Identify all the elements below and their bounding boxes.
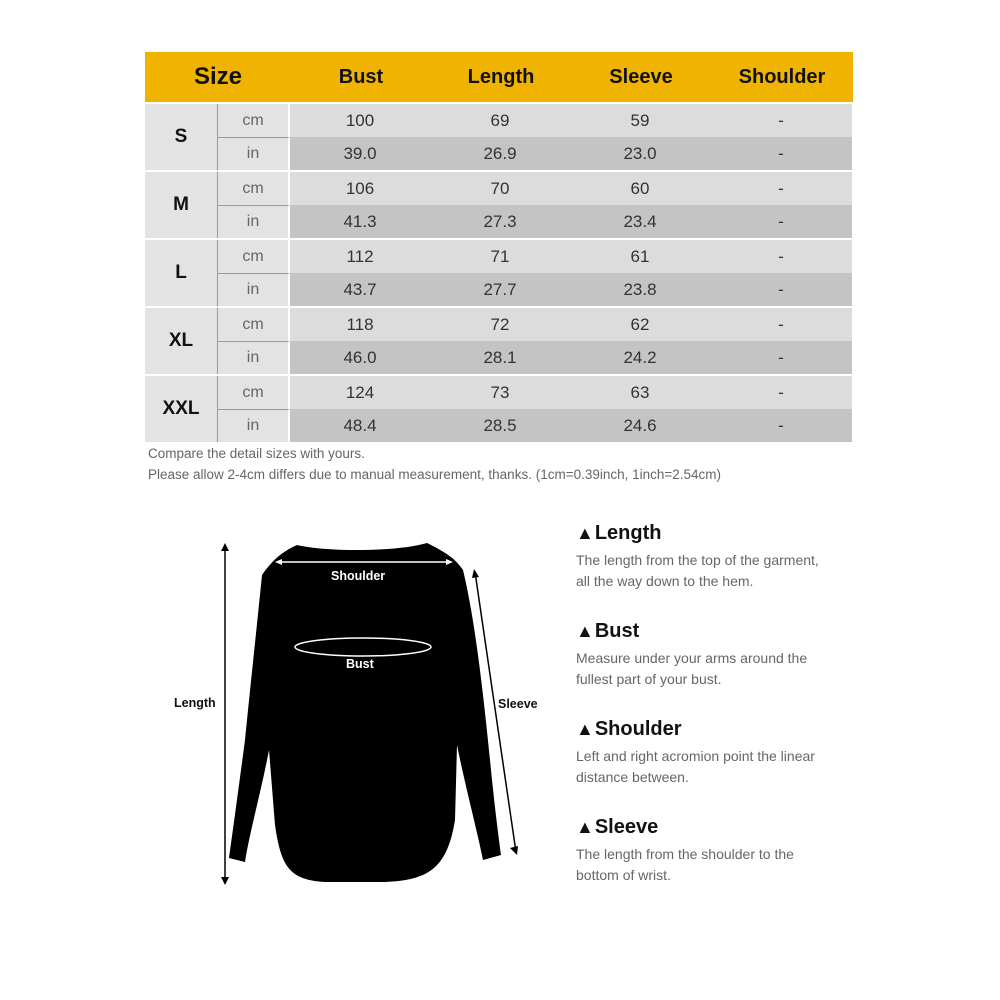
size-group-xxl bbox=[145, 374, 853, 442]
table-cell: - bbox=[710, 172, 852, 205]
size-label: XXL bbox=[145, 376, 218, 442]
table-cell: 27.7 bbox=[430, 273, 570, 306]
table-cell: 41.3 bbox=[290, 205, 430, 238]
size-label: M bbox=[145, 172, 218, 238]
header-length: Length bbox=[467, 65, 535, 88]
size-label: S bbox=[145, 104, 218, 170]
table-row bbox=[218, 205, 853, 238]
legend-description bbox=[576, 648, 876, 690]
table-cell: 72 bbox=[430, 308, 570, 341]
table-cell: 118 bbox=[290, 308, 430, 341]
table-cell: 62 bbox=[570, 308, 710, 341]
table-cell: 106 bbox=[290, 172, 430, 205]
legend-title: Sleeve bbox=[594, 815, 659, 838]
unit-label: in bbox=[218, 137, 290, 170]
table-cell: - bbox=[710, 341, 852, 374]
table-cell: - bbox=[710, 240, 852, 273]
table-cell: 70 bbox=[430, 172, 570, 205]
unit-label: cm bbox=[218, 172, 290, 205]
triangle-up-icon: ▲ bbox=[576, 620, 594, 641]
table-row bbox=[218, 104, 853, 137]
table-cell: 23.4 bbox=[570, 205, 710, 238]
size-group-l bbox=[145, 238, 853, 306]
table-cell: 46.0 bbox=[290, 341, 430, 374]
table-row bbox=[218, 341, 853, 374]
table-row bbox=[218, 376, 853, 409]
legend-desc-line: fullest part of your bust. bbox=[576, 671, 722, 687]
table-cell: 63 bbox=[570, 376, 710, 409]
legend-title: Shoulder bbox=[594, 717, 682, 740]
table-header bbox=[145, 52, 853, 102]
triangle-up-icon: ▲ bbox=[576, 718, 594, 739]
header-shoulder: Shoulder bbox=[738, 65, 826, 88]
measurement-notes bbox=[148, 443, 721, 485]
note-line: Compare the detail sizes with yours. bbox=[148, 446, 365, 461]
size-group-m bbox=[145, 170, 853, 238]
size-table bbox=[145, 52, 853, 442]
garment-shape bbox=[229, 543, 501, 882]
unit-label: cm bbox=[218, 308, 290, 341]
table-cell: 100 bbox=[290, 104, 430, 137]
legend-title: Length bbox=[594, 521, 662, 544]
table-cell: 24.6 bbox=[570, 409, 710, 442]
table-cell: 43.7 bbox=[290, 273, 430, 306]
legend-desc-line: The length from the shoulder to the bbox=[576, 846, 794, 862]
table-cell: - bbox=[710, 273, 852, 306]
note-line: Please allow 2-4cm differs due to manual measurement, thanks. (1cm=0.39inch, 1inch=2.54cm) bbox=[148, 467, 722, 482]
legend-item-sleeve bbox=[576, 814, 876, 886]
sleeve-label: Sleeve bbox=[498, 697, 538, 711]
legend-item-shoulder bbox=[576, 716, 876, 788]
table-cell: 48.4 bbox=[290, 409, 430, 442]
legend-desc-line: distance between. bbox=[576, 769, 689, 785]
triangle-up-icon: ▲ bbox=[576, 816, 594, 837]
header-sleeve: Sleeve bbox=[609, 65, 673, 88]
table-cell: 23.8 bbox=[570, 273, 710, 306]
unit-label: cm bbox=[218, 376, 290, 409]
length-label: Length bbox=[174, 696, 216, 710]
table-cell: 61 bbox=[570, 240, 710, 273]
legend-desc-line: Left and right acromion point the linear bbox=[576, 748, 815, 764]
legend-description bbox=[576, 844, 876, 886]
header-bust: Bust bbox=[338, 65, 384, 88]
table-cell: 24.2 bbox=[570, 341, 710, 374]
table-cell: 71 bbox=[430, 240, 570, 273]
table-cell: 39.0 bbox=[290, 137, 430, 170]
size-group-xl bbox=[145, 306, 853, 374]
legend-desc-line: Measure under your arms around the bbox=[576, 650, 808, 666]
shoulder-label: Shoulder bbox=[331, 569, 386, 583]
legend-title: Bust bbox=[594, 619, 640, 642]
table-cell: - bbox=[710, 104, 852, 137]
table-cell: 112 bbox=[290, 240, 430, 273]
unit-label: in bbox=[218, 205, 290, 238]
table-cell: 27.3 bbox=[430, 205, 570, 238]
garment-silhouette bbox=[165, 530, 555, 900]
table-cell: 59 bbox=[570, 104, 710, 137]
legend-item-length bbox=[576, 520, 876, 592]
unit-label: cm bbox=[218, 104, 290, 137]
measurement-legend bbox=[576, 520, 876, 912]
table-cell: 26.9 bbox=[430, 137, 570, 170]
table-cell: 28.5 bbox=[430, 409, 570, 442]
table-row bbox=[218, 172, 853, 205]
unit-label: in bbox=[218, 273, 290, 306]
table-row bbox=[218, 273, 853, 306]
size-label: XL bbox=[145, 308, 218, 374]
table-cell: - bbox=[710, 205, 852, 238]
size-group-s bbox=[145, 102, 853, 170]
table-cell: - bbox=[710, 409, 852, 442]
legend-desc-line: all the way down to the hem. bbox=[576, 573, 754, 589]
table-cell: - bbox=[710, 137, 852, 170]
triangle-up-icon: ▲ bbox=[576, 522, 594, 543]
unit-label: in bbox=[218, 341, 290, 374]
legend-description bbox=[576, 746, 876, 788]
table-cell: - bbox=[710, 308, 852, 341]
legend-item-bust bbox=[576, 618, 876, 690]
table-cell: 73 bbox=[430, 376, 570, 409]
legend-desc-line: bottom of wrist. bbox=[576, 867, 671, 883]
table-cell: 60 bbox=[570, 172, 710, 205]
bust-label: Bust bbox=[346, 657, 374, 671]
table-cell: - bbox=[710, 376, 852, 409]
header-size: Size bbox=[193, 63, 243, 90]
unit-label: in bbox=[218, 409, 290, 442]
table-cell: 69 bbox=[430, 104, 570, 137]
table-cell: 23.0 bbox=[570, 137, 710, 170]
table-row bbox=[218, 409, 853, 442]
garment-diagram bbox=[165, 530, 555, 900]
table-row bbox=[218, 137, 853, 170]
size-label: L bbox=[145, 240, 218, 306]
legend-desc-line: The length from the top of the garment, bbox=[576, 552, 819, 568]
table-row bbox=[218, 308, 853, 341]
table-cell: 28.1 bbox=[430, 341, 570, 374]
table-row bbox=[218, 240, 853, 273]
table-cell: 124 bbox=[290, 376, 430, 409]
legend-description bbox=[576, 550, 876, 592]
unit-label: cm bbox=[218, 240, 290, 273]
